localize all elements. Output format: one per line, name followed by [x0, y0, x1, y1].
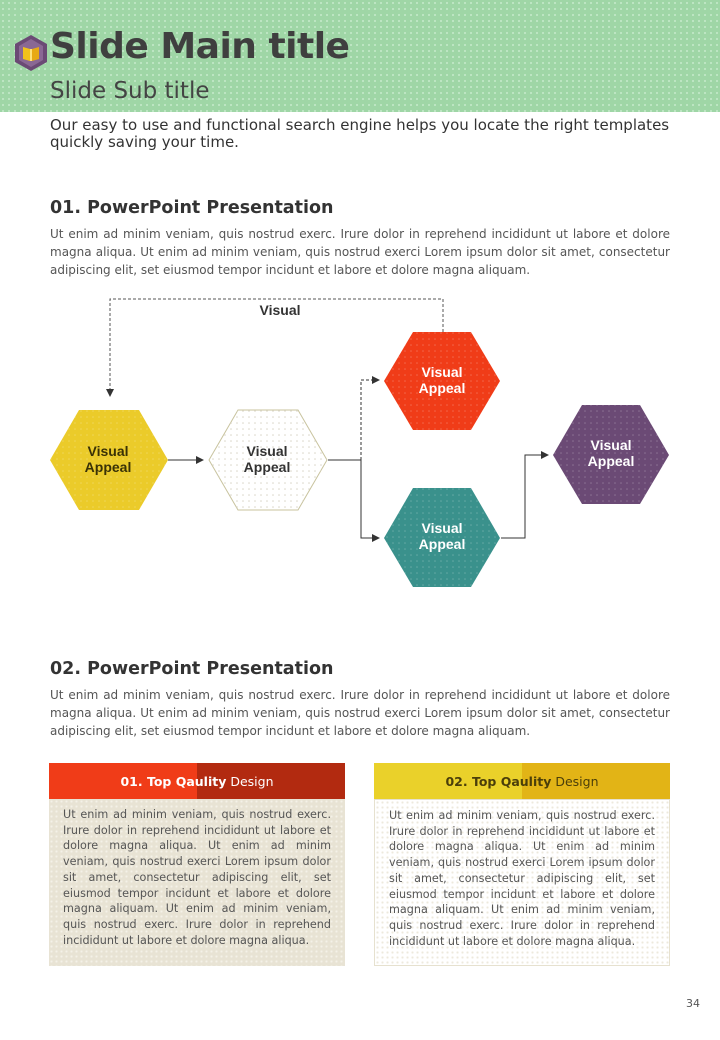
svg-text:Visual: Visual: [421, 520, 463, 536]
section-2-title: 02. PowerPoint Presentation: [50, 659, 334, 679]
card-1-body: Ut enim ad minim veniam, quis nostrud exerc. Irure dolor in reprehend incididunt ut labore et dolore magna aliqua. Ut enim ad minim veniam, quis nostrud exerci Lorem ipsum dolor sit amet, consectetur adipiscing elit, set eiusmod tempor incidunt et labore et dolore magna aliquam. Ut enim ad minim veniam, quis nostrud exerc. Irure dolor in reprehend incididunt ut labore et dolore magna aliqua.: [49, 799, 345, 966]
svg-text:Visual: Visual: [421, 364, 463, 380]
hexagon-node-1: [50, 410, 168, 510]
svg-text:Visual: Visual: [87, 443, 129, 459]
svg-text:Appeal: Appeal: [418, 380, 466, 396]
svg-text:Visual: Visual: [246, 443, 288, 459]
section-2-body: Ut enim ad minim veniam, quis nostrud exerc. Irure dolor in reprehend incididunt ut labore et dolore magna aliqua. Ut enim ad minim veniam, quis nostrud exerci Lorem ipsum dolor sit amet, consectetur adipiscing elit, set eiusmod tempor incidunt et labore et dolore magna aliquam.: [50, 688, 670, 738]
svg-text:Appeal: Appeal: [418, 536, 466, 552]
section-1-title: 01. PowerPoint Presentation: [50, 198, 334, 218]
hexagon-node-5: [553, 405, 669, 504]
hexagon-node-2: [209, 410, 327, 510]
card-2-body: Ut enim ad minim veniam, quis nostrud exerc. Irure dolor in reprehend incididunt ut labore et dolore magna aliqua. Ut enim ad minim veniam, quis nostrud exerci Lorem ipsum dolor sit amet, consectetur adipiscing elit, set eiusmod tempor incidunt et labore et dolore magna aliquam. Ut enim ad minim veniam, quis nostrud exerc. Irure dolor in reprehend incididunt ut labore et dolore magna aliqua.: [374, 799, 670, 966]
svg-text:Visual: Visual: [590, 437, 632, 453]
svg-text:Appeal: Appeal: [84, 459, 132, 475]
card-1: [49, 763, 345, 966]
page-subtitle: Slide Sub title: [50, 78, 210, 104]
connector-4-5: [501, 455, 548, 538]
page-number: 34: [686, 997, 700, 1010]
hexagon-node-3: [384, 332, 500, 430]
connector-split-up: [361, 380, 379, 460]
section-1-body: Ut enim ad minim veniam, quis nostrud exerc. Irure dolor in reprehend incididunt ut labore et dolore magna aliqua. Ut enim ad minim veniam, quis nostrud exerci Lorem ipsum dolor sit amet, consectetur adipiscing elit, set eiusmod tempor incidunt et labore et dolore magna aliquam.: [50, 227, 670, 277]
card-2-title-bold: 02. Top Qaulity: [445, 773, 552, 789]
card-2: [374, 763, 670, 966]
card-2-title-rest: Design: [551, 773, 599, 789]
hexagon-node-4: [384, 488, 500, 587]
svg-text:Appeal: Appeal: [587, 453, 635, 469]
card-1-title-rest: Design: [226, 773, 274, 789]
card-1-title-bold: 01. Top Qaulity: [120, 773, 227, 789]
flow-diagram: [0, 290, 720, 600]
card-1-header: [49, 763, 345, 799]
page-title: Slide Main title: [50, 26, 350, 67]
intro-text: Our easy to use and functional search engine helps you locate the right templates quickly saving your time.: [50, 116, 670, 151]
connector-split-down: [361, 460, 379, 538]
svg-text:Appeal: Appeal: [243, 459, 291, 475]
book-hexagon-icon: [14, 34, 48, 72]
card-2-header: [374, 763, 670, 799]
loop-label: Visual: [259, 302, 301, 318]
header-band: [0, 0, 720, 112]
